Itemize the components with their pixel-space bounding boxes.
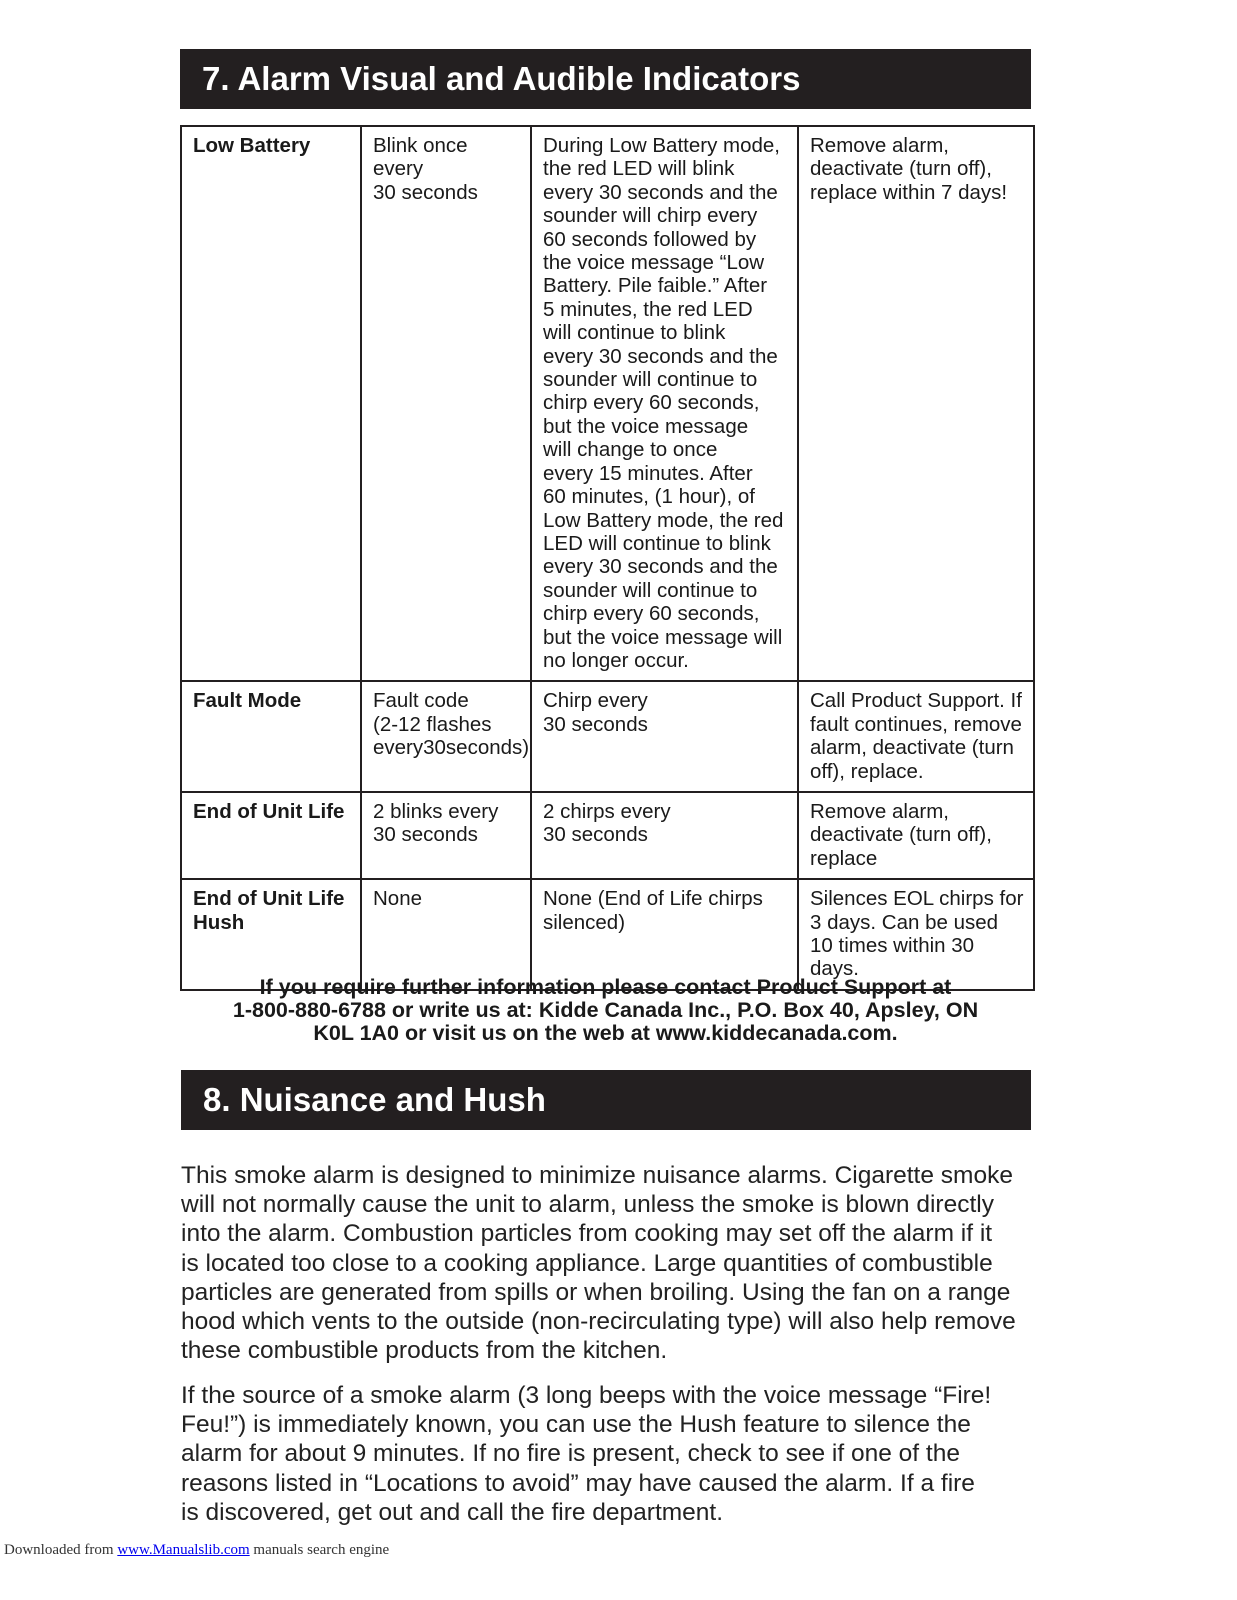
- action-cell: Remove alarm, deactivate (turn off), replace within 7 days!: [798, 126, 1034, 681]
- condition-cell: End of Unit Life Hush: [181, 879, 361, 990]
- action-cell: Call Product Support. If fault continues, remove alarm, deactivate (turn off), replace.: [798, 681, 1034, 792]
- audible-cell: None (End of Life chirps silenced): [531, 879, 798, 990]
- footer-suffix: manuals search engine: [249, 1542, 390, 1558]
- section-8-title: 8. Nuisance and Hush: [181, 1070, 1031, 1130]
- contact-info: If you require further information please contact Product Support at 1-800-880-6788 or write us at: Kidde Canada Inc., P.O. Box 40, Apsley, ON K0L 1A0 or visit us on the web at www.kiddecanada.com.: [232, 975, 979, 1045]
- visual-cell: Blink once every 30 seconds: [361, 126, 531, 681]
- table-row: [181, 681, 1034, 792]
- condition-cell: Fault Mode: [181, 681, 361, 792]
- audible-cell: Chirp every 30 seconds: [531, 681, 798, 792]
- condition-cell: End of Unit Life: [181, 792, 361, 879]
- visual-cell: Fault code (2-12 flashes every30seconds): [361, 681, 531, 792]
- footer-prefix: Downloaded from: [4, 1542, 118, 1558]
- hush-paragraph: If the source of a smoke alarm (3 long beeps with the voice message “Fire! Feu!”) is immediately known, you can use the Hush feature to silence the alarm for about 9 minutes. If no fire is present, check to see if one of the reasons listed in “Locations to avoid” may have caused the alarm. If a fire is discovered, get out and call the fire department.: [181, 1382, 992, 1526]
- audible-cell: During Low Battery mode, the red LED will blink every 30 seconds and the sounder will chirp every 60 seconds followed by the voice message “Low Battery. Pile faible.” After 5 minutes, the red LED will continue to blink every 30 seconds and the sounder will continue to chirp every 60 seconds, but the voice message will change to once every 15 minutes. After 60 minutes, (1 hour), of Low Battery mode, the red LED will continue to blink every 30 seconds and the sounder will continue to chirp every 60 seconds, but the voice message will no longer occur.: [531, 126, 798, 681]
- visual-cell: 2 blinks every 30 seconds: [361, 792, 531, 879]
- condition-cell: Low Battery: [181, 126, 361, 681]
- audible-cell: 2 chirps every 30 seconds: [531, 792, 798, 879]
- table-row: [181, 792, 1034, 879]
- table-row: [181, 126, 1034, 681]
- table-row: [181, 879, 1034, 990]
- nuisance-paragraph: This smoke alarm is designed to minimize nuisance alarms. Cigarette smoke will not normally cause the unit to alarm, unless the smoke is blown directly into the alarm. Combustion particles from cooking may set off the alarm if it is located too close to a cooking appliance. Large quantities of combustible particles are generated from spills or when broiling. Using the fan on a range hood which vents to the outside (non-recirculating type) will also help remove these combustible products from the kitchen.: [181, 1162, 1016, 1365]
- section-7-title: 7. Alarm Visual and Audible Indicators: [180, 49, 1031, 109]
- visual-cell: None: [361, 879, 531, 990]
- manualslib-link[interactable]: www.Manualslib.com: [117, 1542, 250, 1558]
- download-footer: [4, 1542, 389, 1559]
- action-cell: Remove alarm, deactivate (turn off), replace: [798, 792, 1034, 879]
- action-cell: Silences EOL chirps for 3 days. Can be used 10 times within 30 days.: [798, 879, 1034, 990]
- indicator-table: [180, 125, 1035, 991]
